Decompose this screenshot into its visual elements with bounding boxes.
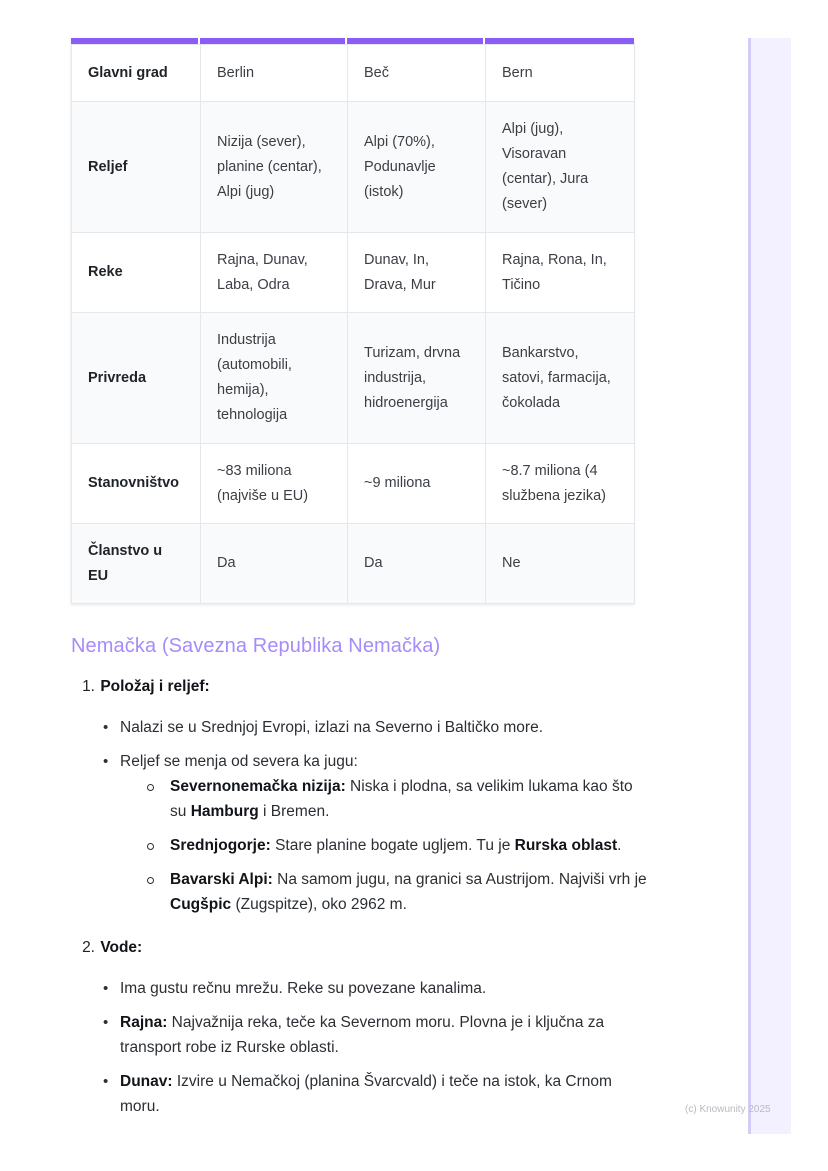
table-row — [72, 45, 635, 102]
table-cell: Nizija (sever), planine (centar), Alpi (jug) — [201, 102, 348, 233]
list-item — [103, 1069, 651, 1119]
list-item — [103, 1010, 651, 1060]
table-cell: Bern — [486, 45, 635, 102]
text: Na samom jugu, na granici sa Austrijom. Najviši vrh je — [272, 871, 647, 888]
table-row — [72, 524, 635, 604]
side-panel — [748, 38, 791, 1134]
table-row — [72, 313, 635, 444]
term: Hamburg — [190, 803, 259, 820]
table-cell: Turizam, drvna industrija, hidroenergija — [348, 313, 486, 444]
table-cell: ~8.7 miliona (4 službena jezika) — [486, 444, 635, 524]
list-item: • Ima gustu rečnu mrežu. Reke su povezane kanalima. — [103, 976, 651, 1001]
table-cell: ~9 miliona — [348, 444, 486, 524]
term: Bavarski Alpi: — [170, 871, 273, 888]
table-cell: Rajna, Dunav, Laba, Odra — [201, 233, 348, 313]
table-row — [72, 102, 635, 233]
text: Najvažnija reka, teče ka Severnom moru. Plovna je i ključna za transport robe iz Rurske oblasti. — [120, 1014, 605, 1056]
table-cell: Bankarstvo, satovi, farmacija, čokolada — [486, 313, 635, 444]
list-number: 2. — [82, 939, 95, 956]
sub-list-item — [145, 774, 651, 824]
row-label: Reke — [72, 233, 201, 313]
table-accent-bar — [71, 38, 634, 44]
list-item — [103, 749, 651, 917]
term: Dunav: — [120, 1073, 173, 1090]
table-cell: Alpi (jug), Visoravan (centar), Jura (sever) — [486, 102, 635, 233]
table-row — [72, 444, 635, 524]
table-cell: Beč — [348, 45, 486, 102]
term: Rurska oblast — [514, 837, 618, 854]
sub-list-item — [145, 867, 651, 917]
table-cell: Berlin — [201, 45, 348, 102]
text: Stare planine bogate ugljem. Tu je — [270, 837, 515, 854]
term: Rajna: — [120, 1014, 168, 1031]
text: Izvire u Nemačkoj (planina Švarcvald) i teče na istok, ka Crnom moru. — [120, 1073, 612, 1115]
table-cell: ~83 miliona (najviše u EU) — [201, 444, 348, 524]
row-label: Reljef — [72, 102, 201, 233]
table-cell: Alpi (70%), Podunavlje (istok) — [348, 102, 486, 233]
list-heading-1 — [71, 674, 651, 699]
row-label: Privreda — [72, 313, 201, 444]
list-heading-text: Položaj i reljef: — [100, 678, 210, 695]
text: i Bremen. — [258, 803, 330, 820]
term: Severnonemačka nizija: — [170, 778, 346, 795]
term: Srednjogorje: — [170, 837, 271, 854]
list-item-text: Reljef se menja od severa ka jugu: — [120, 753, 358, 770]
text: Niska i plodna, sa velikim lukama kao što su — [170, 778, 633, 820]
table-cell: Ne — [486, 524, 635, 604]
list-heading-2 — [71, 935, 651, 960]
comparison-table — [71, 38, 634, 604]
row-label: Glavni grad — [72, 45, 201, 102]
bullet-list — [71, 976, 651, 1119]
list-item: • Nalazi se u Srednjoj Evropi, izlazi na Severno i Baltičko more. — [103, 715, 651, 740]
sub-list — [120, 774, 651, 917]
table-row — [72, 233, 635, 313]
table-cell: Da — [201, 524, 348, 604]
section-content — [71, 628, 651, 1119]
copyright-watermark: (c) Knowunity 2025 — [685, 1104, 771, 1115]
sub-list-item — [145, 833, 651, 858]
section-title: Nemačka (Savezna Republika Nemačka) — [71, 635, 441, 657]
list-number: 1. — [82, 678, 95, 695]
table-cell: Industrija (automobili, hemija), tehnologija — [201, 313, 348, 444]
table-cell: Da — [348, 524, 486, 604]
row-label: Članstvo u EU — [72, 524, 201, 604]
table-cell: Dunav, In, Drava, Mur — [348, 233, 486, 313]
table-cell: Rajna, Rona, In, Tičino — [486, 233, 635, 313]
term: Cugšpic — [170, 896, 232, 913]
bullet-list — [71, 715, 651, 917]
row-label: Stanovništvo — [72, 444, 201, 524]
list-heading-text: Vode: — [100, 939, 143, 956]
text: (Zugspitze), oko 2962 m. — [231, 896, 407, 913]
text: . — [617, 837, 622, 854]
